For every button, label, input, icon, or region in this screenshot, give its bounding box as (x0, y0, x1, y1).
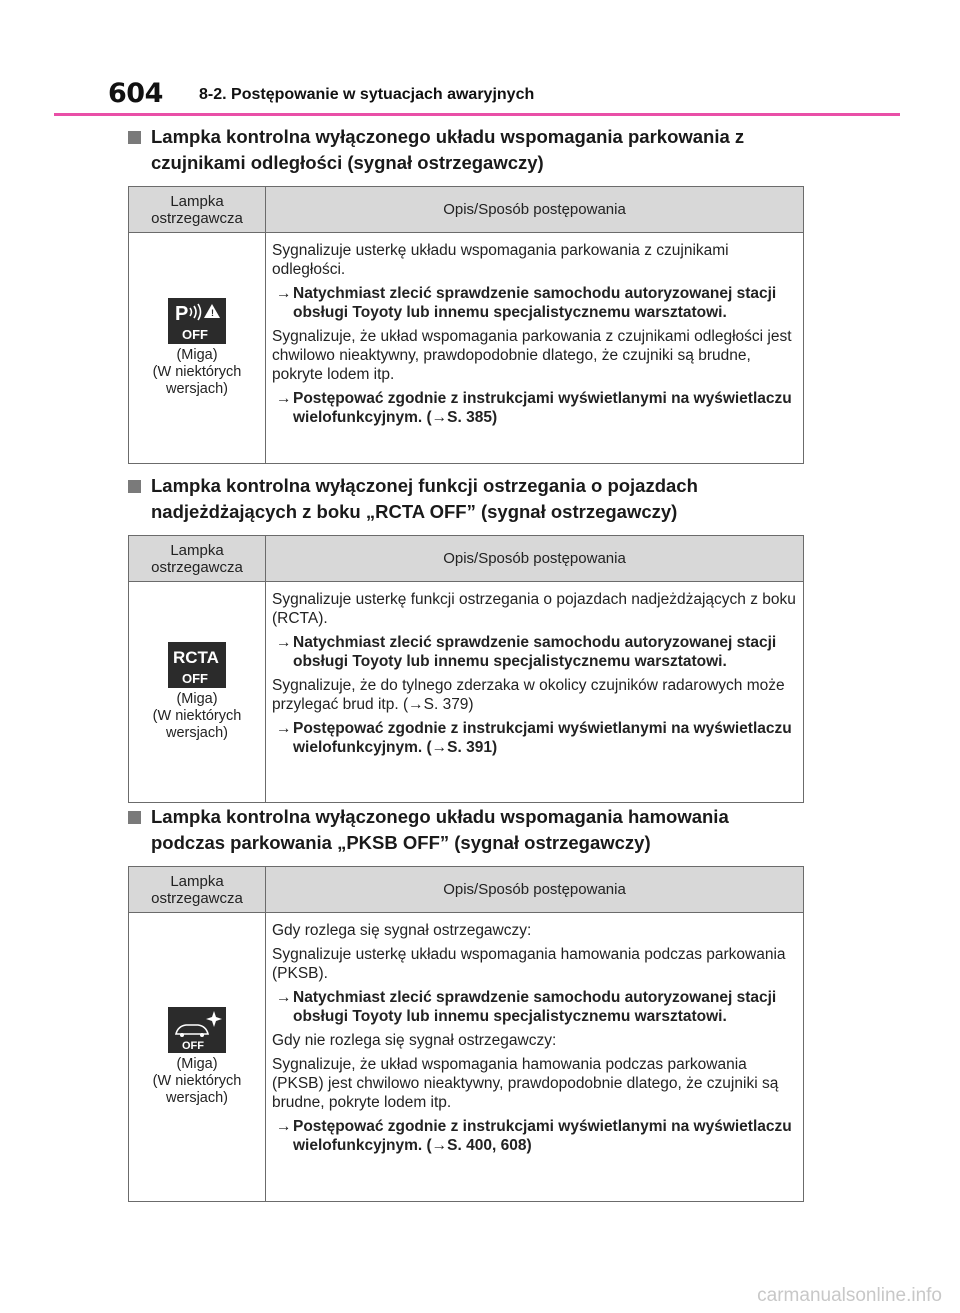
svg-text:OFF: OFF (182, 1040, 204, 1052)
watermark: carmanualsonline.info (757, 1285, 942, 1306)
header-divider (54, 113, 900, 116)
description-text: Sygnalizuje usterkę funkcji ostrzegania o pojazdach nadjeżdżających z boku (RCTA). (272, 591, 796, 627)
arrow-right-icon: → (276, 720, 292, 737)
description-cell (266, 913, 804, 1202)
chapter-title: 8-2. Postępowanie w sytuacjach awaryjnych (199, 86, 535, 103)
description-text: Sygnalizuje, że do tylnego zderzaka w okolicy czujników radarowych może przylegać brud itp. (→S. 379) (272, 677, 785, 713)
column-header-desc: Opis/Sposób postępowania (266, 867, 804, 913)
section-heading: Lampka kontrolna wyłączonego układu wspomagania hamowania podczas parkowania „PKSB OFF” (sygnał ostrzegawczy) (128, 804, 804, 856)
lamp-cell (129, 913, 266, 1202)
svg-text:OFF: OFF (182, 671, 208, 686)
svg-text:!: ! (211, 308, 214, 318)
svg-text:P: P (175, 303, 189, 325)
section-parking-sensor (128, 124, 804, 464)
description-text: Sygnalizuje usterkę układu wspomagania hamowania podczas parkowania (PKSB). (272, 946, 786, 982)
arrow-right-icon: → (276, 390, 292, 407)
column-header-desc: Opis/Sposób postępowania (266, 187, 804, 233)
warning-table (128, 535, 804, 803)
action-item: → Postępować zgodnie z instrukcjami wyświetlanymi na wyświetlaczu wielofunkcyjnym. (→S. 400, 608) (276, 1118, 792, 1154)
square-bullet-icon (128, 811, 141, 824)
action-item: → Natychmiast zlecić sprawdzenie samochodu autoryzowanej stacji obsługi Toyoty lub innemu specjalistycznemu warsztatowi. (276, 285, 777, 321)
arrow-right-icon: → (276, 634, 292, 651)
arrow-right-icon: → (276, 285, 292, 302)
section-rcta (128, 473, 804, 803)
svg-text:OFF: OFF (182, 327, 208, 342)
square-bullet-icon (128, 480, 141, 493)
action-item: → Postępować zgodnie z instrukcjami wyświetlanymi na wyświetlaczu wielofunkcyjnym. (→S. 391) (276, 720, 792, 756)
description-text: Sygnalizuje usterkę układu wspomagania parkowania z czujnikami odległości. (272, 242, 729, 278)
column-header-lamp: Lampka ostrzegawcza (129, 867, 266, 913)
page-number: 604 (108, 78, 163, 109)
action-item: → Natychmiast zlecić sprawdzenie samochodu autoryzowanej stacji obsługi Toyoty lub innemu specjalistycznemu warsztatowi. (276, 634, 777, 670)
column-header-desc: Opis/Sposób postępowania (266, 536, 804, 582)
page-header (108, 78, 900, 118)
warning-table (128, 186, 804, 464)
description-text: Sygnalizuje, że układ wspomagania parkowania z czujnikami odległości jest chwilowo nieaktywny, prawdopodobnie dlatego, że czujniki są brudne, pokryte lodem itp. (272, 328, 792, 383)
action-item: → Natychmiast zlecić sprawdzenie samochodu autoryzowanej stacji obsługi Toyoty lub innemu specjalistycznemu warsztatowi. (276, 989, 777, 1025)
arrow-right-icon: → (276, 989, 292, 1006)
square-bullet-icon (128, 131, 141, 144)
description-cell (266, 582, 804, 803)
description-text: Gdy rozlega się sygnał ostrzegawczy: (272, 922, 532, 939)
pksb-off-icon (168, 1007, 226, 1053)
lamp-cell (129, 233, 266, 464)
column-header-lamp: Lampka ostrzegawcza (129, 187, 266, 233)
action-item: → Postępować zgodnie z instrukcjami wyświetlanymi na wyświetlaczu wielofunkcyjnym. (→S. 385) (276, 390, 792, 426)
svg-text:RCTA: RCTA (173, 648, 219, 667)
column-header-lamp: Lampka ostrzegawcza (129, 536, 266, 582)
lamp-caption: (Miga) (W niektórych wersjach) (152, 347, 242, 397)
arrow-right-icon: → (276, 1118, 292, 1135)
description-text: Sygnalizuje, że układ wspomagania hamowania podczas parkowania (PKSB) jest chwilowo nieaktywny, prawdopodobnie dlatego, że czujniki są brudne, pokryte lodem itp. (272, 1056, 779, 1111)
description-cell (266, 233, 804, 464)
description-text: Gdy nie rozlega się sygnał ostrzegawczy: (272, 1032, 557, 1049)
parking-sensor-off-icon (168, 298, 226, 344)
rcta-off-icon (168, 642, 226, 688)
section-heading: Lampka kontrolna wyłączonego układu wspomagania parkowania z czujnikami odległości (sygnał ostrzegawczy) (128, 124, 804, 176)
lamp-caption: (Miga) (W niektórych wersjach) (152, 691, 242, 741)
section-pksb (128, 804, 804, 1202)
lamp-cell (129, 582, 266, 803)
section-heading: Lampka kontrolna wyłączonej funkcji ostrzegania o pojazdach nadjeżdżających z boku „RCTA OFF” (sygnał ostrzegawczy) (128, 473, 804, 525)
lamp-caption: (Miga) (W niektórych wersjach) (152, 1056, 242, 1106)
warning-table (128, 866, 804, 1202)
